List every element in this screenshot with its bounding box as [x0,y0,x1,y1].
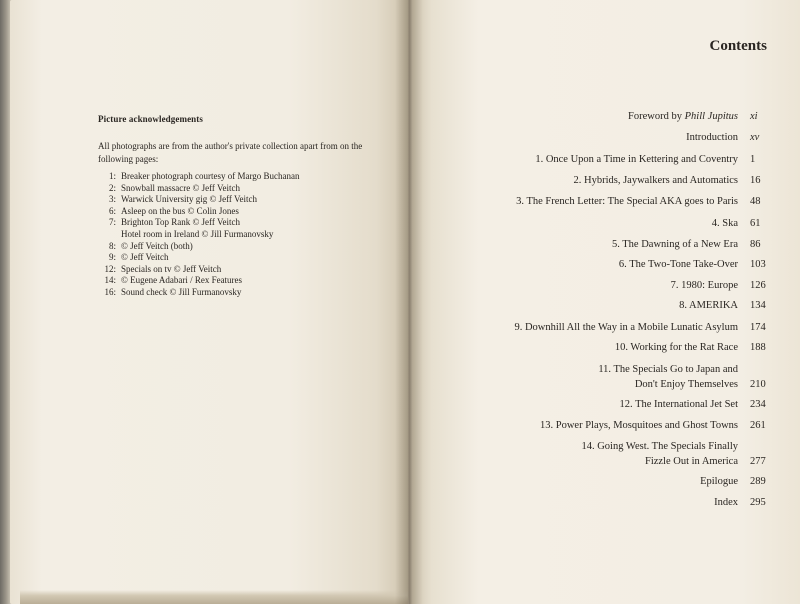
item-text: Snowball massacre © Jeff Veitch [121,182,240,193]
acknowledgements-list [98,171,388,299]
toc-entry-page: 234 [750,399,766,410]
toc-entry [581,439,800,469]
list-item [98,287,388,299]
toc-entry-page: 48 [750,196,761,207]
toc-entry [619,257,800,272]
book-gutter [395,0,423,604]
toc-entry-page: 134 [750,300,766,311]
toc-entry-page: 103 [750,259,766,270]
toc-entry-title: 7. 1980: Europe [670,280,738,291]
foreword-author: Phill Jupitus [684,111,738,122]
list-item [98,241,388,253]
item-page: 3: [108,194,116,205]
toc-entry [540,418,800,433]
toc-entry [679,298,800,313]
item-text: Hotel room in Ireland © Jill Furmanovsky [121,228,274,239]
toc-entry [514,320,800,335]
foreword-label: Foreword by [628,111,685,122]
list-item [98,183,388,195]
toc-entry-page: 174 [750,322,766,333]
item-page: 14: [104,275,116,286]
item-text: Breaker photograph courtesy of Margo Buchanan [121,171,300,181]
item-page: 7: [108,217,116,228]
toc-entry [598,362,800,392]
item-text: Brighton Top Rank © Jeff Veitch [121,217,240,228]
list-item [98,206,388,218]
page-bottom-edge [20,590,408,604]
toc-entry-title: 8. AMERIKA [679,300,738,311]
toc-entry-title [581,439,738,469]
toc-entry-title [628,109,738,124]
acknowledgements-intro: All photographs are from the author's private collection apart from on the following pages: [98,141,363,164]
toc-entry-title: 1. Once Upon a Time in Kettering and Coventry [535,154,738,165]
item-page: 8: [108,240,116,251]
item-text: Sound check © Jill Furmanovsky [121,286,242,297]
toc-entry [671,278,800,293]
right-page [408,0,800,604]
item-text: © Jeff Veitch [121,252,169,263]
toc-entry-page: 16 [750,175,761,186]
toc-entry-page: 295 [750,497,766,508]
toc-entry-title [598,362,738,392]
item-page: 16: [104,286,116,297]
item-page: 2: [108,182,116,193]
list-item [98,275,388,287]
item-text: Warwick University gig © Jeff Veitch [121,194,258,205]
toc-entry-page: 126 [750,280,766,291]
toc-entry [574,173,800,188]
toc-entry [686,130,800,145]
item-page: 6: [108,205,116,216]
toc-entry [620,397,800,412]
toc-entry-title: 12. The International Jet Set [619,399,738,410]
toc-entry [615,340,800,355]
toc-entry-title: Index [714,497,738,508]
toc-entry-title: 9. Downhill All the Way in a Mobile Lunatic Asylum [514,322,738,333]
toc-entry-title: 2. Hybrids, Jaywalkers and Automatics [573,175,738,186]
toc-entry-page: 86 [750,239,761,250]
list-item [98,217,388,229]
toc-entry-page: 1 [750,154,756,165]
item-text: Specials on tv © Jeff Veitch [121,263,222,274]
toc-entry-page: xv [750,132,760,143]
list-item [98,252,388,264]
toc-entry-title: 3. The French Letter: The Special AKA goes to Paris [516,196,738,207]
toc-entry [516,194,800,209]
left-page [10,0,408,604]
toc-entry-page: 210 [750,379,766,390]
toc-entry-title: Introduction [686,132,738,143]
toc-entry [700,474,800,489]
toc-entry [612,237,800,252]
item-text: © Jeff Veitch (both) [121,240,193,251]
list-item [98,264,388,276]
toc-entry-foreword [628,109,800,124]
toc-entry-page: 289 [750,476,766,487]
toc-entry-page: 277 [750,456,766,467]
toc-entry-page: 188 [750,342,766,353]
toc-entry-title-line2: Fizzle Out in America [644,456,738,467]
toc-entry-page: 261 [750,420,766,431]
item-page [98,229,116,241]
contents-heading: Contents [709,38,767,54]
toc-entry-title-line1: 14. Going West. The Specials Finally [581,441,738,452]
toc-entry-title: 5. The Dawning of a New Era [611,239,738,250]
item-page: 9: [108,252,116,263]
toc-entry-title: 10. Working for the Rat Race [614,342,738,353]
toc-entry-title-line1: 11. The Specials Go to Japan and [598,364,738,375]
item-text: Asleep on the bus © Colin Jones [121,205,239,216]
toc-entry-title: 13. Power Plays, Mosquitoes and Ghost Towns [540,420,738,431]
item-text: © Eugene Adabari / Rex Features [121,275,243,286]
item-page: 1: [108,171,116,181]
list-item [98,171,388,183]
acknowledgements-heading: Picture acknowledgements [98,114,203,124]
toc-entry-title-line2: Don't Enjoy Themselves [634,379,738,390]
toc-entry [712,216,800,231]
toc-entry [714,495,800,510]
toc-entry-page: 61 [750,218,761,229]
toc-entry-page: xi [750,111,758,122]
list-item [98,194,388,206]
toc-entry-title: 6. The Two-Tone Take-Over [618,259,738,270]
item-page: 12: [104,263,116,274]
list-item [98,229,388,241]
toc-entry-title: Epilogue [700,476,738,487]
toc-entry [535,152,800,167]
toc-entry-title: 4. Ska [711,218,738,229]
